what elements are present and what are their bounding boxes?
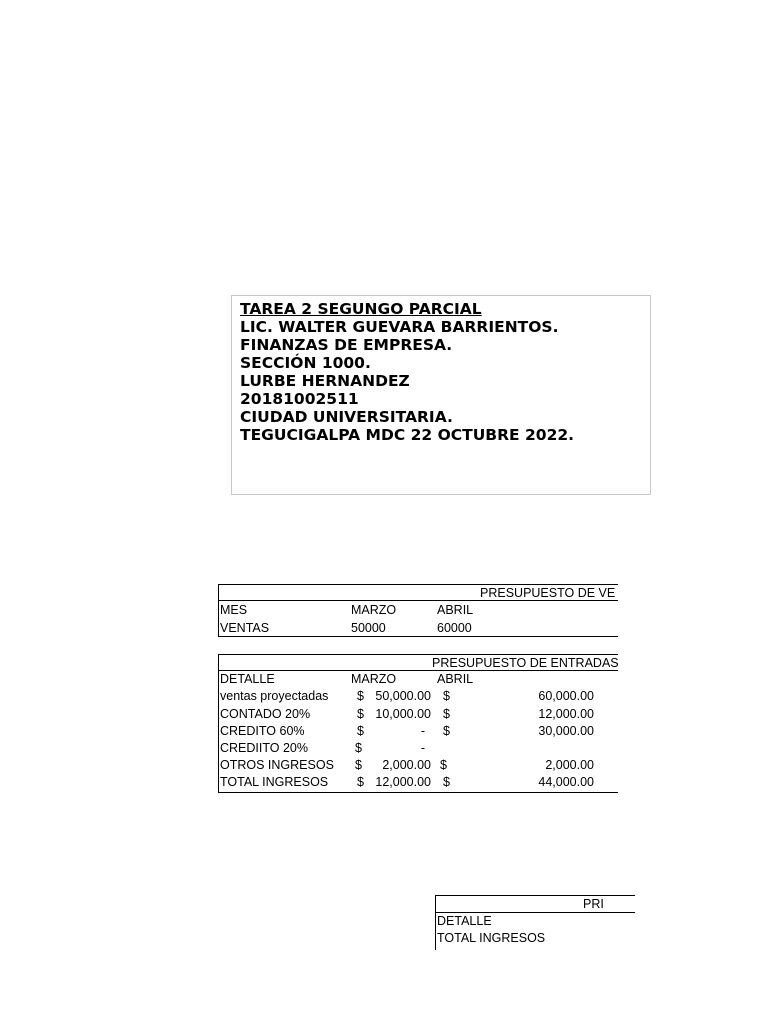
header-mes: MES [220, 603, 248, 617]
currency-symbol: $ [440, 758, 447, 772]
currency-symbol: $ [355, 758, 362, 772]
header-abril: ABRIL [437, 603, 474, 617]
table-border-bottom [218, 792, 618, 793]
abril-value: 44,000.00 [538, 775, 594, 789]
title-box [231, 295, 651, 495]
row-label: CREDITO 60% [220, 724, 305, 738]
place-date: TEGUCIGALPA MDC 22 OCTUBRE 2022. [240, 426, 575, 444]
table-border-left [218, 654, 219, 792]
header-detalle: DETALLE [220, 672, 275, 686]
student-name: LURBE HERNANDEZ [240, 372, 410, 390]
row-label: CONTADO 20% [220, 707, 311, 721]
entradas-table-title: PRESUPUESTO DE ENTRADAS [432, 656, 619, 670]
table-border-left [435, 895, 436, 950]
ventas-table-title: PRESUPUESTO DE VE [480, 586, 616, 600]
marzo-value: 12,000.00 [375, 775, 431, 789]
table-border-top [218, 584, 618, 585]
abril-value: 60,000.00 [538, 689, 594, 703]
marzo-value: 10,000.00 [375, 707, 431, 721]
row-label: TOTAL INGRESOS [220, 775, 329, 789]
currency-symbol: $ [357, 689, 364, 703]
marzo-value: 2,000.00 [382, 758, 431, 772]
third-table-title: PRI [583, 897, 604, 911]
abril-value: 12,000.00 [538, 707, 594, 721]
currency-symbol: $ [443, 707, 450, 721]
professor-name: LIC. WALTER GUEVARA BARRIENTOS. [240, 318, 559, 336]
marzo-value: - [420, 741, 425, 755]
header-abril: ABRIL [437, 672, 474, 686]
section-number: SECCIÓN 1000. [240, 354, 371, 372]
table-border-left [218, 584, 219, 636]
ventas-abril: 60000 [437, 621, 472, 635]
table-border-top [435, 895, 635, 896]
student-id: 20181002511 [240, 390, 359, 408]
currency-symbol: $ [443, 775, 450, 789]
assignment-title: TAREA 2 SEGUNGO PARCIAL [240, 300, 482, 318]
table-border-mid [435, 912, 635, 913]
currency-symbol: $ [443, 724, 450, 738]
currency-symbol: $ [355, 741, 362, 755]
marzo-value: 50,000.00 [375, 689, 431, 703]
currency-symbol: $ [357, 775, 364, 789]
row-label: ventas proyectadas [220, 689, 329, 703]
course-name: FINANZAS DE EMPRESA. [240, 336, 453, 354]
ventas-label: VENTAS [220, 621, 270, 635]
campus: CIUDAD UNIVERSITARIA. [240, 408, 453, 426]
header-detalle: DETALLE [437, 914, 492, 928]
row-label: CREDIITO 20% [220, 741, 308, 755]
currency-symbol: $ [357, 724, 364, 738]
row-label: OTROS INGRESOS [220, 758, 334, 772]
abril-value: 2,000.00 [545, 758, 594, 772]
abril-value: 30,000.00 [538, 724, 594, 738]
table-border-mid [218, 670, 618, 671]
table-border-bottom [218, 636, 618, 637]
header-marzo: MARZO [351, 603, 397, 617]
currency-symbol: $ [443, 689, 450, 703]
currency-symbol: $ [357, 707, 364, 721]
marzo-value: - [420, 724, 425, 738]
total-ingresos-label: TOTAL INGRESOS [437, 931, 546, 945]
ventas-marzo: 50000 [351, 621, 386, 635]
table-border-top [218, 654, 618, 655]
table-border-mid [218, 600, 618, 601]
header-marzo: MARZO [351, 672, 397, 686]
